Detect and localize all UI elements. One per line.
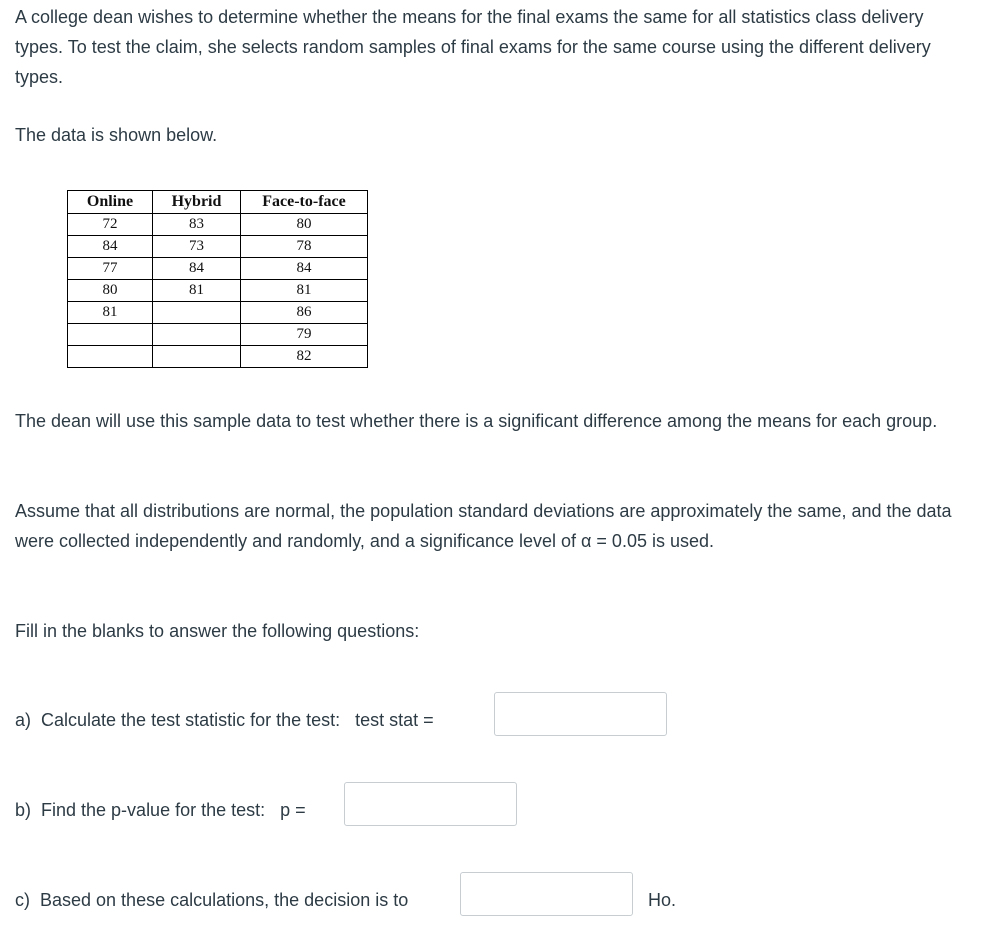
table-cell: 80 [68,280,153,302]
table-cell: 80 [241,214,368,236]
table-cell: 84 [68,236,153,258]
table-cell: 77 [68,258,153,280]
question-a-label: a) Calculate the test statistic for the test: test stat = [15,710,439,730]
table-header-row [68,191,368,214]
table-cell: 83 [153,214,241,236]
table-cell: 81 [241,280,368,302]
table-cell: 73 [153,236,241,258]
assumptions-text: Assume that all distributions are normal, the population standard deviations are approximately the same, and the data were collected independently and randomly, and a significance level of α = 0.05 is used. [15,501,952,551]
table-cell [153,324,241,346]
test-stat-input[interactable] [494,692,667,736]
table-cell: 81 [153,280,241,302]
table-cell: 84 [241,258,368,280]
col-header-online: Online [68,191,153,214]
table-cell [153,346,241,368]
table-row [68,302,368,324]
table-cell: 72 [68,214,153,236]
data-shown-text: The data is shown below. [15,125,218,145]
table-cell [68,346,153,368]
table-cell: 81 [68,302,153,324]
table-row [68,346,368,368]
decision-input[interactable] [460,872,633,916]
table-row [68,236,368,258]
dean-test-text: The dean will use this sample data to test whether there is a significant difference among the means for each group. [15,411,938,431]
table-row [68,258,368,280]
exam-data-table [67,190,368,368]
table-cell [153,302,241,324]
table-cell: 82 [241,346,368,368]
table-cell: 79 [241,324,368,346]
table-cell [68,324,153,346]
table-cell: 84 [153,258,241,280]
table-cell: 78 [241,236,368,258]
question-b-label: b) Find the p-value for the test: p = [15,800,311,820]
table-cell: 86 [241,302,368,324]
question-c-label: c) Based on these calculations, the decision is to [15,890,409,910]
question-c-suffix: Ho. [648,890,677,910]
col-header-hybrid: Hybrid [153,191,241,214]
problem-intro: A college dean wishes to determine whether the means for the final exams the same for all statistics class delivery types. To test the claim, she selects random samples of final exams for the same course using the different delivery types. [15,7,931,87]
table-row [68,324,368,346]
table-row [68,280,368,302]
table-row [68,214,368,236]
instructions-text: Fill in the blanks to answer the following questions: [15,621,420,641]
col-header-face-to-face: Face-to-face [241,191,368,214]
p-value-input[interactable] [344,782,517,826]
